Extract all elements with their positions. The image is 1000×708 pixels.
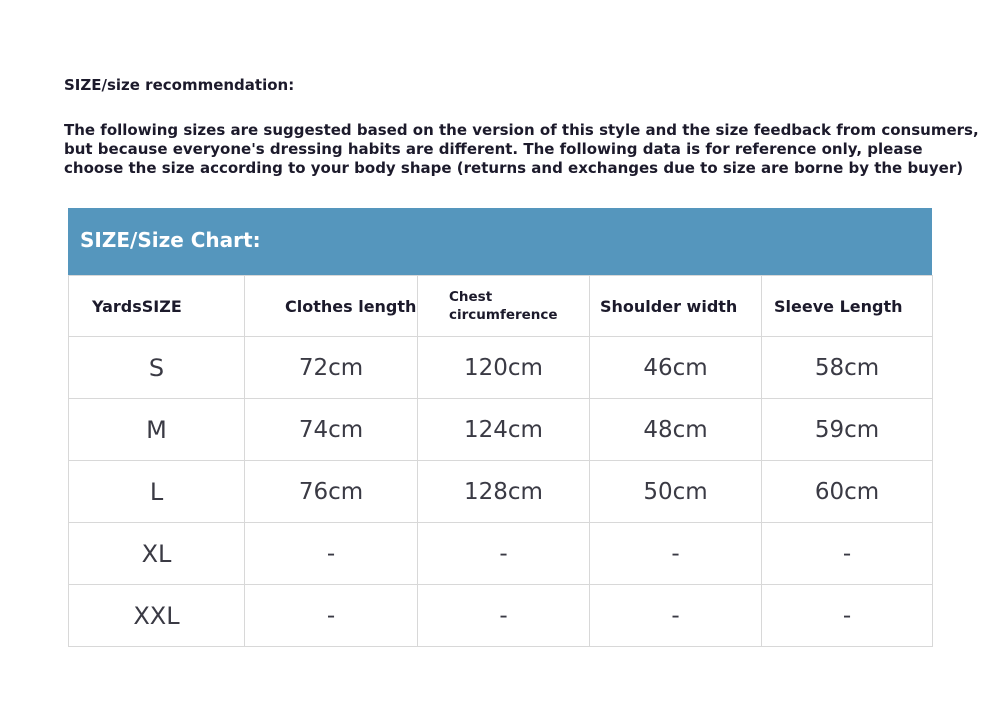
table-row <box>69 585 933 647</box>
shoulder-cell: - <box>590 523 762 585</box>
intro-line: choose the size according to your body shape (returns and exchanges due to size are borne by the buyer) <box>64 159 964 177</box>
shoulder-cell: 48cm <box>590 399 762 461</box>
shoulder-cell: - <box>590 585 762 647</box>
sleeve-cell: - <box>762 585 933 647</box>
page-heading: SIZE/size recommendation: <box>64 76 295 94</box>
column-header-size: YardsSIZE <box>69 276 245 337</box>
size-chart-banner <box>68 208 932 275</box>
chest-cell: - <box>418 585 590 647</box>
chest-cell: - <box>418 523 590 585</box>
shoulder-cell: 46cm <box>590 337 762 399</box>
intro-paragraph <box>64 121 979 178</box>
table-row <box>69 523 933 585</box>
chest-cell: 124cm <box>418 399 590 461</box>
column-header-chest-circumference: Chest circumference <box>418 276 590 337</box>
clothes-length-cell: - <box>245 585 418 647</box>
column-header-clothes-length: Clothes length <box>245 276 418 337</box>
intro-line: The following sizes are suggested based on the version of this style and the size feedback from consumers, <box>64 121 979 139</box>
clothes-length-cell: - <box>245 523 418 585</box>
chest-cell: 128cm <box>418 461 590 523</box>
size-cell: XXL <box>69 585 245 647</box>
table-header-row <box>69 276 933 337</box>
sleeve-cell: 58cm <box>762 337 933 399</box>
sleeve-cell: 59cm <box>762 399 933 461</box>
sleeve-cell: - <box>762 523 933 585</box>
table-row <box>69 461 933 523</box>
intro-line: but because everyone's dressing habits are different. The following data is for reference only, please <box>64 140 923 158</box>
size-chart-title: SIZE/Size Chart: <box>80 228 261 252</box>
column-header-shoulder-width: Shoulder width <box>590 276 762 337</box>
shoulder-cell: 50cm <box>590 461 762 523</box>
column-header-sleeve-length: Sleeve Length <box>762 276 933 337</box>
table-row <box>69 399 933 461</box>
size-cell: L <box>69 461 245 523</box>
clothes-length-cell: 76cm <box>245 461 418 523</box>
chest-cell: 120cm <box>418 337 590 399</box>
clothes-length-cell: 72cm <box>245 337 418 399</box>
size-cell: S <box>69 337 245 399</box>
size-chart <box>68 208 932 647</box>
sleeve-cell: 60cm <box>762 461 933 523</box>
table-row <box>69 337 933 399</box>
clothes-length-cell: 74cm <box>245 399 418 461</box>
size-cell: XL <box>69 523 245 585</box>
size-table <box>68 275 933 647</box>
size-cell: M <box>69 399 245 461</box>
